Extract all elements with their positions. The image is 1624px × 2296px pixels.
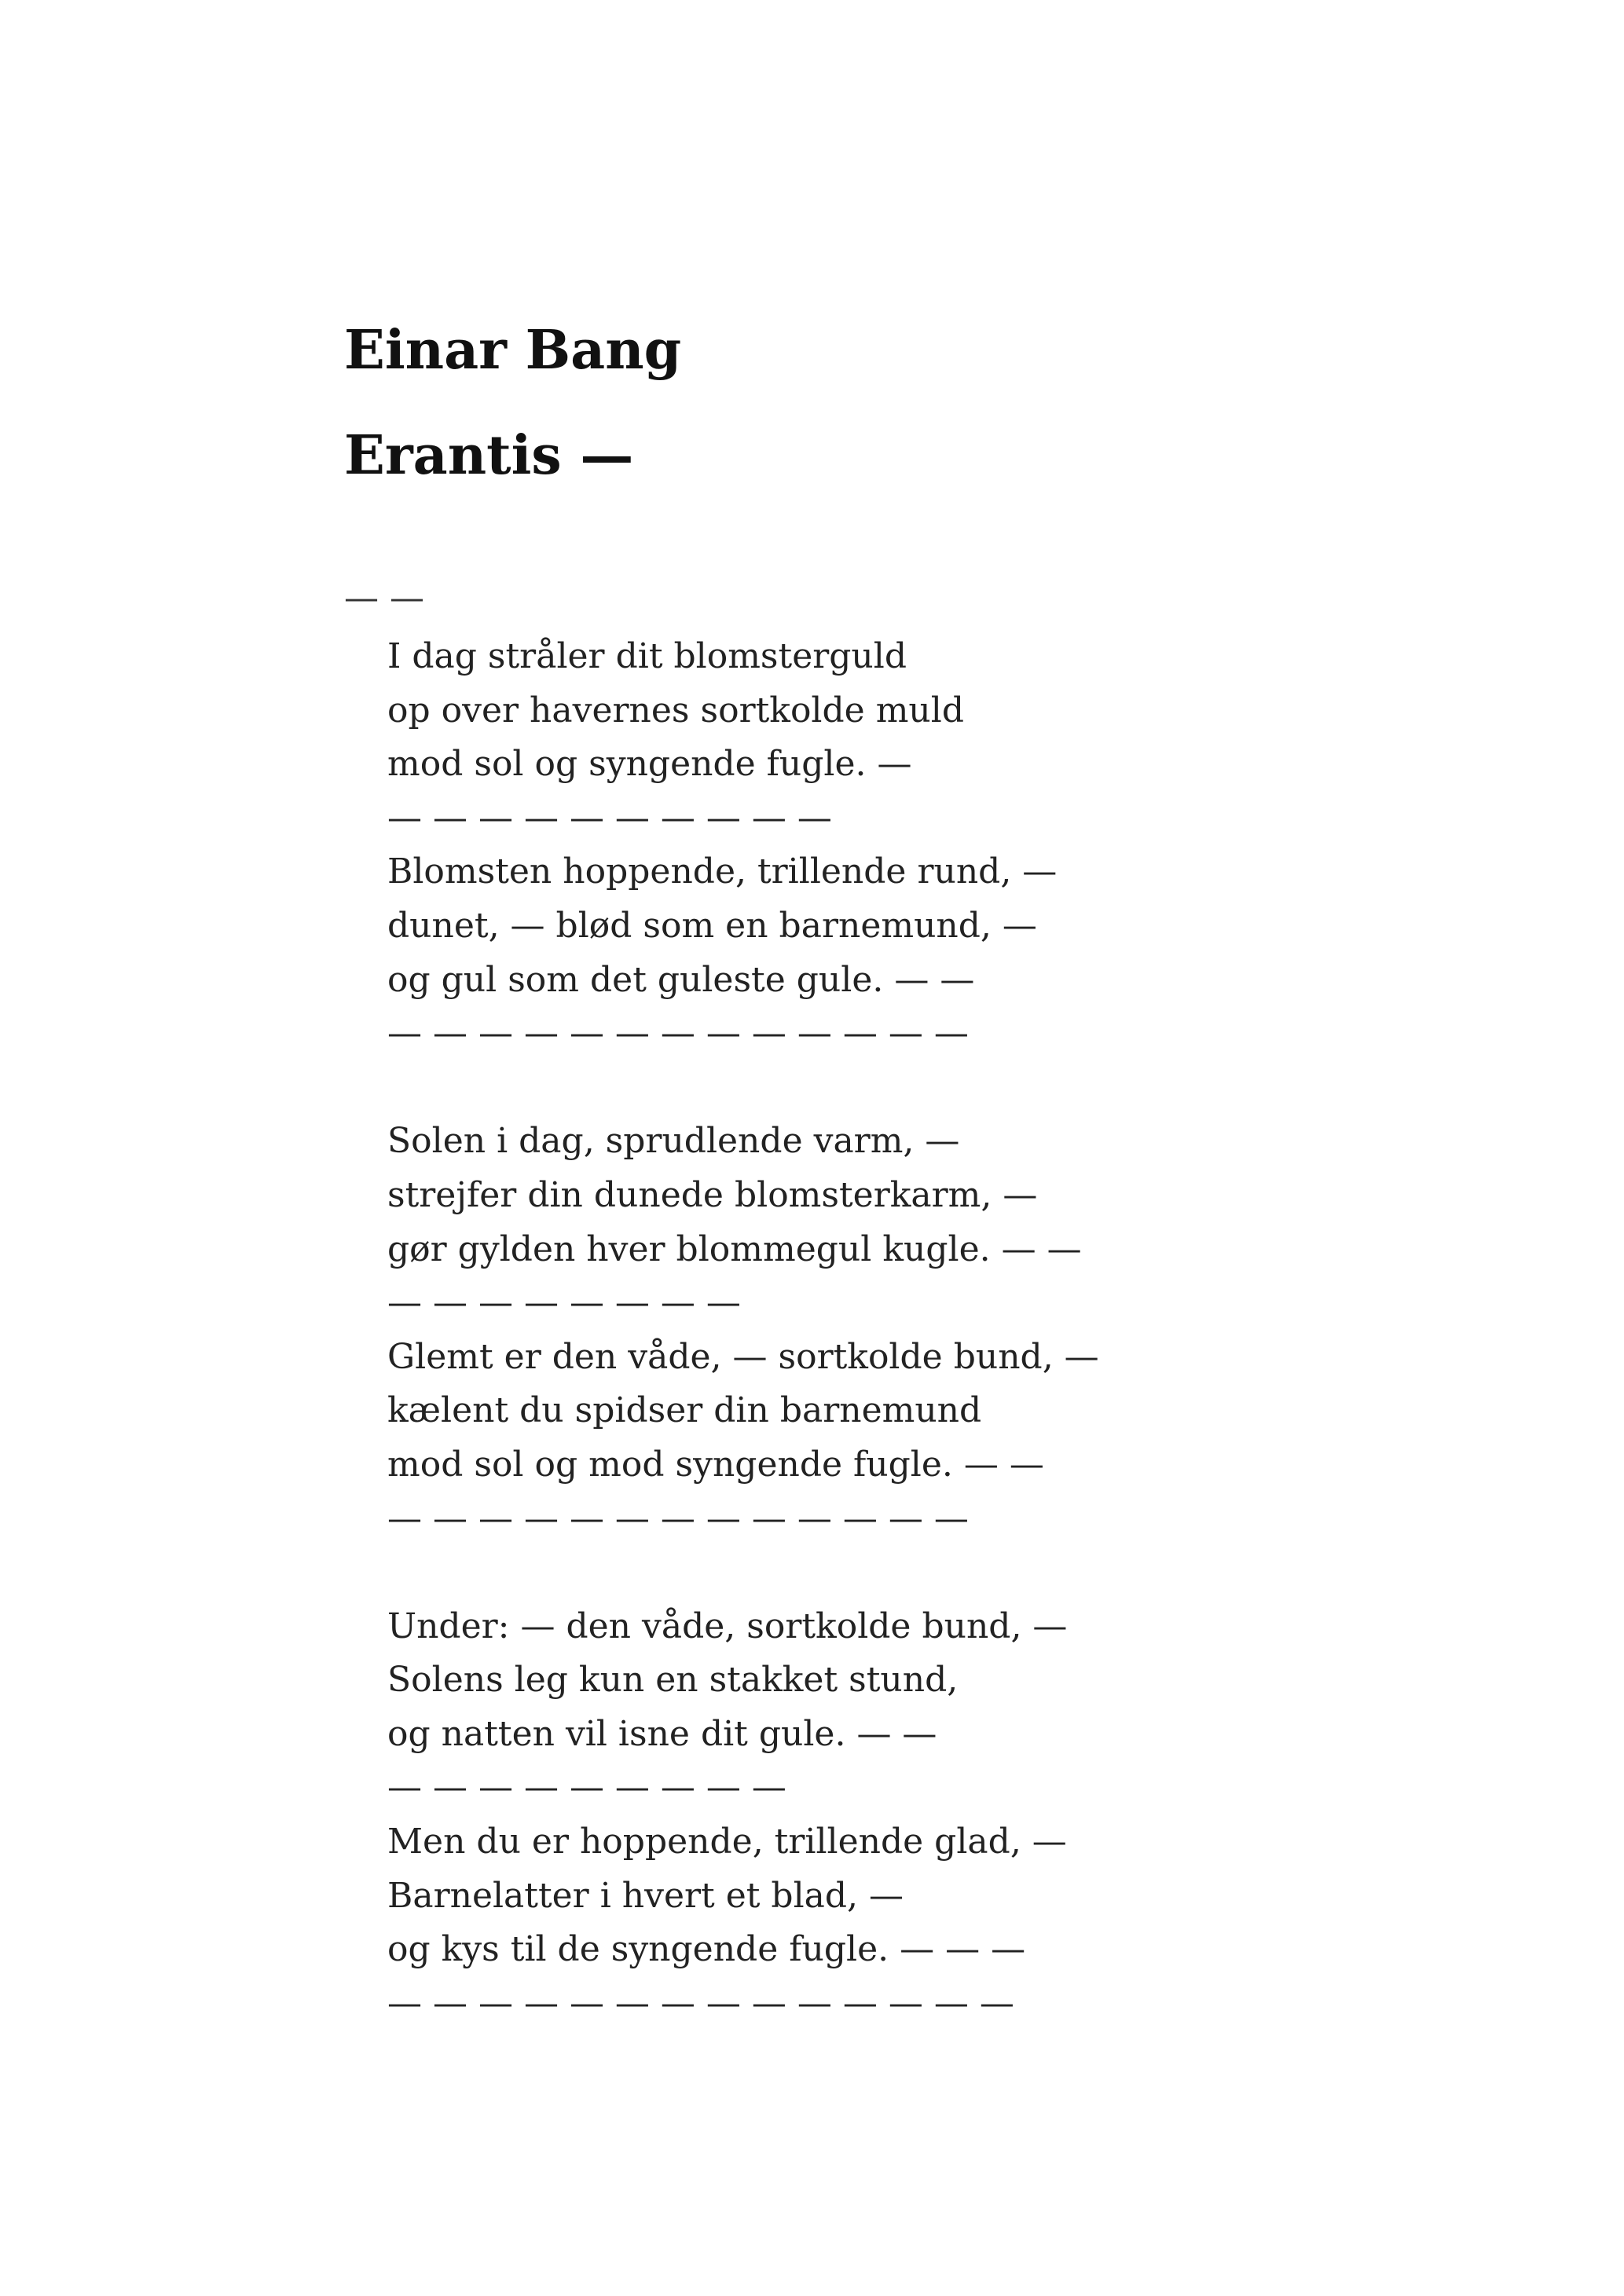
stanza-4 xyxy=(387,1331,1550,1546)
poem-line: I dag stråler dit blomsterguld xyxy=(387,636,907,676)
poem-line: Barnelatter i hvert et blad, — xyxy=(387,1875,904,1916)
stanza-1 xyxy=(387,630,1550,845)
poem-body xyxy=(387,630,1550,2031)
poem-line: Under: — den våde, sortkolde bund, — xyxy=(387,1606,1068,1646)
poem-dash-line: — — — — — — — — xyxy=(387,1283,741,1324)
poem-line: gør gylden hver blommegul kugle. — — xyxy=(387,1229,1082,1269)
poem-line: dunet, — blød som en barnemund, — xyxy=(387,905,1037,946)
poem-title: Erantis — xyxy=(344,424,634,487)
poem-line: Solen i dag, sprudlende varm, — xyxy=(387,1121,960,1162)
poem-line: og kys til de syngende fugle. — — — xyxy=(387,1929,1026,1970)
poem-dash-line: — — — — — — — — — — — — — xyxy=(387,1498,969,1539)
stanza-6 xyxy=(387,1815,1550,2031)
stanza-5 xyxy=(387,1600,1550,1815)
stanza-2 xyxy=(387,845,1550,1060)
poem-line: mod sol og syngende fugle. — xyxy=(387,744,912,785)
opening-dashes: — — xyxy=(344,578,424,618)
poem-line: Men du er hoppende, trillende glad, — xyxy=(387,1822,1067,1862)
stanza-3 xyxy=(387,1115,1550,1330)
poem-line: og natten vil isne dit gule. — — xyxy=(387,1713,937,1754)
poem-line: kælent du spidser din barnemund xyxy=(387,1390,982,1431)
poem-line: strejfer din dunede blomsterkarm, — xyxy=(387,1174,1038,1215)
stanza-gap xyxy=(387,1546,1550,1600)
poem-line: Glemt er den våde, — sortkolde bund, — xyxy=(387,1336,1099,1377)
poem-dash-line: — — — — — — — — — xyxy=(387,1767,786,1808)
author-heading: Einar Bang xyxy=(344,319,682,382)
poem-line: Solens leg kun en stakket stund, xyxy=(387,1660,959,1701)
poem-dash-line: — — — — — — — — — — xyxy=(387,797,832,838)
poem-line: Blomsten hoppende, trillende rund, — xyxy=(387,851,1058,892)
poem-line: op over havernes sortkolde muld xyxy=(387,690,964,731)
poem-line: mod sol og mod syngende fugle. — — xyxy=(387,1444,1044,1485)
poem-dash-line: — — — — — — — — — — — — — — xyxy=(387,1983,1014,2023)
poem-dash-line: — — — — — — — — — — — — — xyxy=(387,1013,969,1054)
stanza-gap xyxy=(387,1061,1550,1115)
poem-line: og gul som det guleste gule. — — xyxy=(387,959,975,1000)
